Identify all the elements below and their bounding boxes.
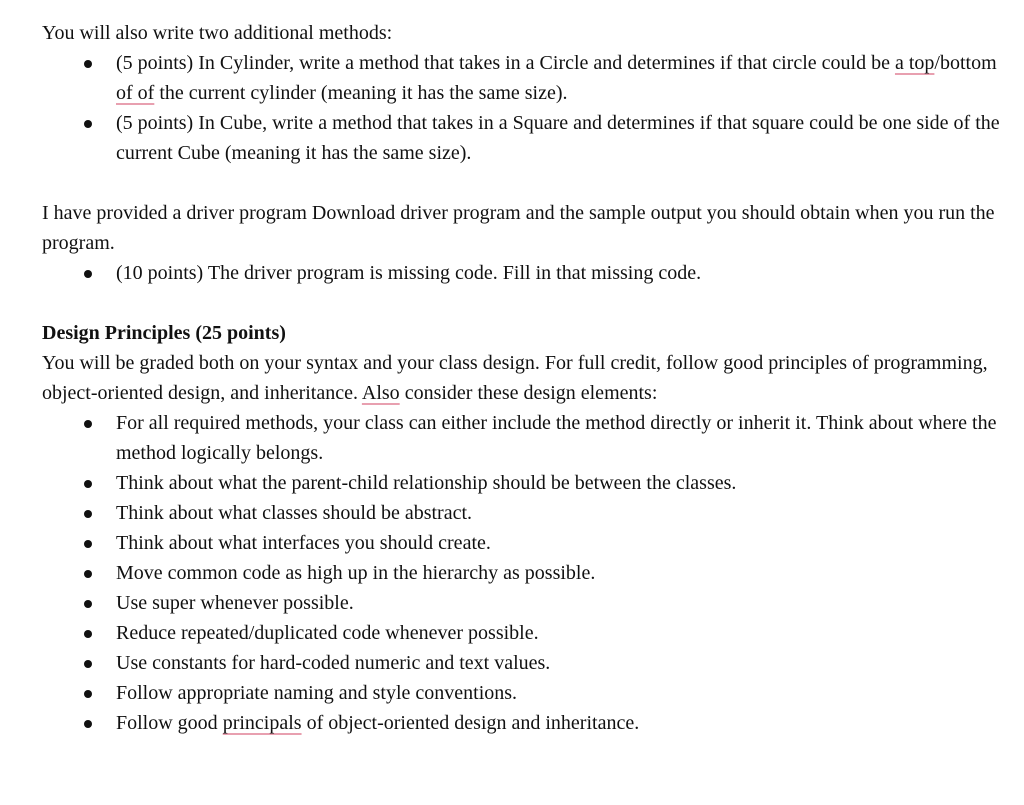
- spelling-flag[interactable]: a top: [894, 52, 935, 74]
- method-cube-text: (5 points) In Cube, write a method that takes in a Square and determines if that square could be one side of the current Cube (meaning it has the same size).: [116, 112, 1000, 164]
- list-item: [42, 258, 1002, 288]
- bullet-icon: [84, 420, 92, 428]
- design-item-text: Think about what interfaces you should create.: [116, 532, 491, 554]
- design-list: [42, 408, 1002, 738]
- bullet-icon: [84, 120, 92, 128]
- design-last-pre: Follow good: [116, 712, 223, 734]
- design-last-post: of object-oriented design and inheritance.: [301, 712, 640, 734]
- list-item: [42, 468, 1002, 498]
- design-item-text: Move common code as high up in the hierarchy as possible.: [116, 562, 596, 584]
- methods-intro: You will also write two additional methods:: [42, 22, 393, 44]
- bullet-icon: [84, 480, 92, 488]
- design-item-text: Think about what classes should be abstract.: [116, 502, 473, 524]
- bullet-icon: [84, 540, 92, 548]
- design-item-text: For all required methods, your class can either include the method directly or inherit it. Think about where the method logically belongs.: [116, 412, 997, 464]
- driver-paragraph: I have provided a driver program Download driver program and the sample output you should obtain when you run the program.: [42, 202, 995, 254]
- list-item: [42, 108, 1002, 168]
- document-page: [42, 18, 1002, 738]
- spelling-flag[interactable]: principals: [222, 712, 302, 734]
- design-item-text: Use super whenever possible.: [116, 592, 354, 614]
- list-item: [42, 498, 1002, 528]
- methods-list: [42, 48, 1002, 168]
- design-item-text: Think about what the parent-child relationship should be between the classes.: [116, 472, 737, 494]
- driver-bullet-text: (10 points) The driver program is missing code. Fill in that missing code.: [116, 262, 702, 284]
- bullet-icon: [84, 600, 92, 608]
- method-cylinder-mid: /bottom: [934, 52, 997, 74]
- list-item: [42, 618, 1002, 648]
- spelling-flag[interactable]: Also: [361, 382, 400, 404]
- bullet-icon: [84, 270, 92, 278]
- spelling-flag[interactable]: of of: [116, 82, 155, 104]
- bullet-icon: [84, 510, 92, 518]
- bullet-icon: [84, 60, 92, 68]
- driver-list: [42, 258, 1002, 288]
- list-item: [42, 708, 1002, 738]
- list-item: [42, 648, 1002, 678]
- bullet-icon: [84, 660, 92, 668]
- design-heading: Design Principles (25 points): [42, 322, 286, 344]
- bullet-icon: [84, 720, 92, 728]
- bullet-icon: [84, 690, 92, 698]
- paragraph-gap: [42, 288, 1002, 318]
- paragraph-gap: [42, 168, 1002, 198]
- design-pre: You will be graded both on your syntax and your class design. For full credit, follow good principles of programming, object-oriented design, and inheritance.: [42, 352, 988, 404]
- design-item-text: Use constants for hard-coded numeric and text values.: [116, 652, 551, 674]
- bullet-icon: [84, 630, 92, 638]
- list-item: [42, 528, 1002, 558]
- method-cylinder-pre: (5 points) In Cylinder, write a method that takes in a Circle and determines if that circle could be: [116, 52, 895, 74]
- list-item: [42, 678, 1002, 708]
- list-item: [42, 48, 1002, 108]
- list-item: [42, 558, 1002, 588]
- list-item: [42, 588, 1002, 618]
- bullet-icon: [84, 570, 92, 578]
- method-cylinder-post: the current cylinder (meaning it has the same size).: [154, 82, 568, 104]
- design-paragraph: [42, 348, 1002, 408]
- design-item-text: Follow appropriate naming and style conventions.: [116, 682, 518, 704]
- list-item: [42, 408, 1002, 468]
- design-post: consider these design elements:: [399, 382, 658, 404]
- design-item-text: Reduce repeated/duplicated code whenever possible.: [116, 622, 539, 644]
